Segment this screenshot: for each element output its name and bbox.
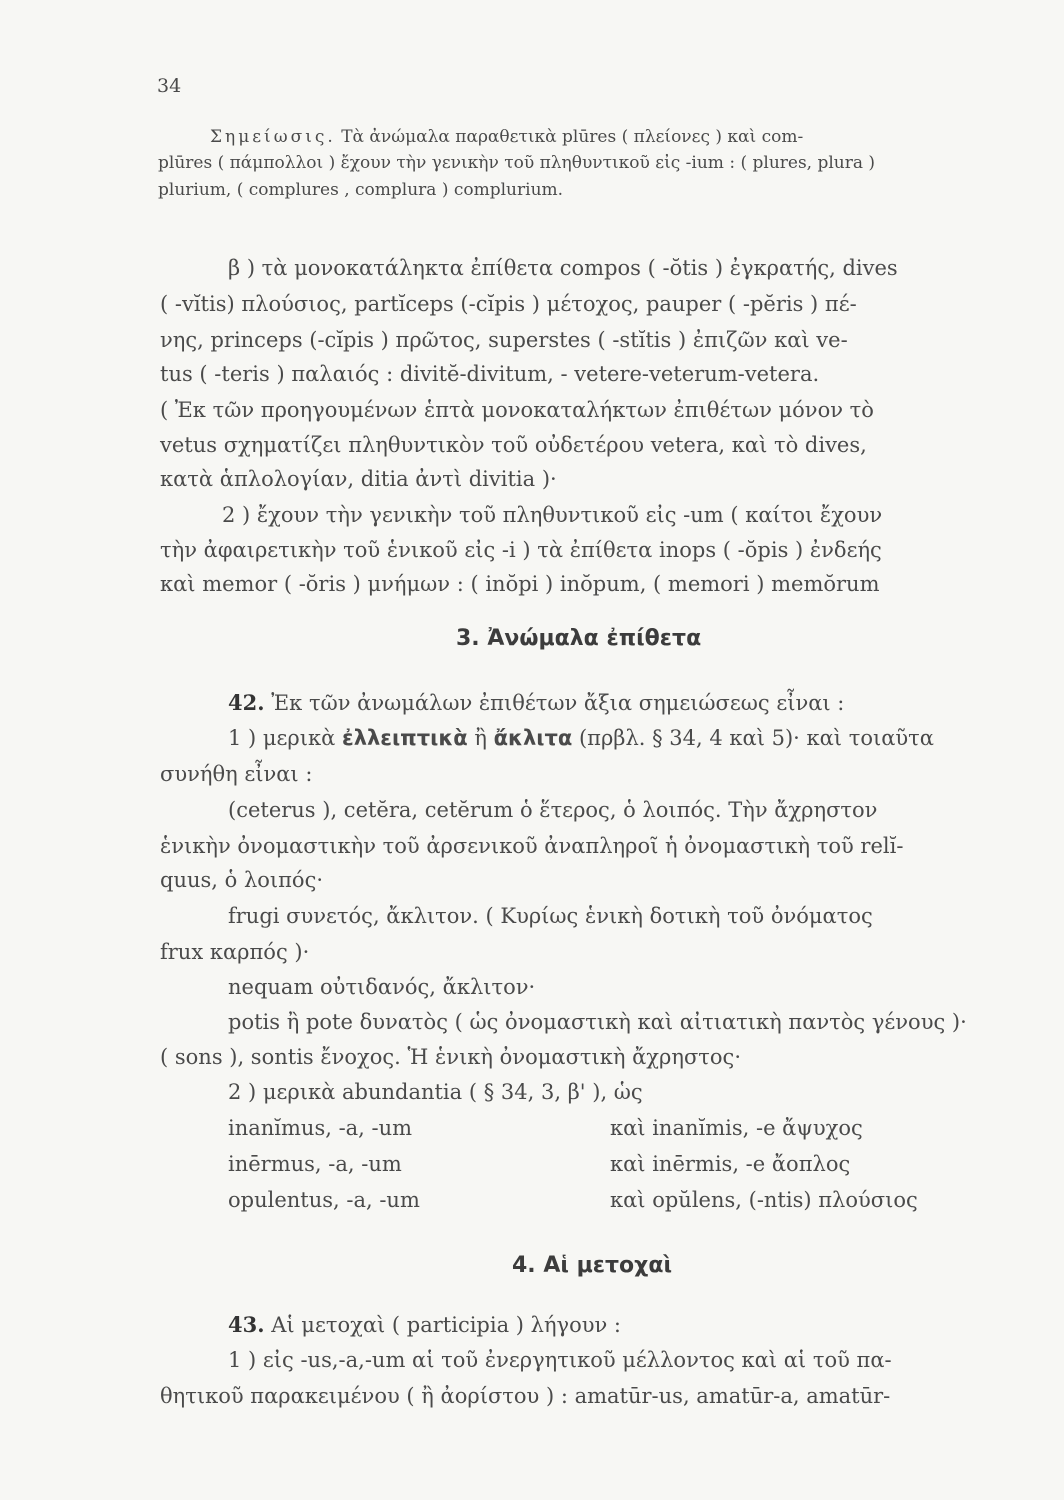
abundantia-right-2: καὶ inērmis, -e ἄοπλος (610, 1152, 851, 1176)
p42-line-7: frugi συνετός, ἄκλιτον. ( Κυρίως ἑνικὴ δοτικὴ τοῦ ὀνόματος (228, 904, 873, 928)
beta-line-6: vetus σχηματίζει πληθυντικὸν τοῦ οὐδετέρου vetera, καὶ τὸ dives, (160, 433, 867, 457)
abundantia-left-2: inērmus, -a, -um (228, 1152, 402, 1176)
abundantia-right-1: καὶ inanĭmis, -e ἄψυχος (610, 1116, 863, 1140)
p42-line-10: potis ἢ pote δυνατὸς ( ὡς ὀνομαστικὴ καὶ αἰτιατικὴ παντὸς γένους )· (228, 1010, 967, 1034)
p42-line-8: frux καρπός )· (160, 940, 310, 964)
p42-line-1 (228, 690, 844, 716)
beta-line-5: ( Ἐκ τῶν προηγουμένων ἑπτὰ μονοκαταλήκτων ἐπιθέτων μόνον τὸ (160, 398, 874, 422)
p42-bold-2: ἄκλιτα (493, 726, 573, 750)
beta-line-7: κατὰ ἁπλολογίαν, ditia ἀντὶ divitia )· (160, 467, 557, 491)
abundantia-left-3: opulentus, -a, -um (228, 1188, 420, 1212)
p42-line-3: συνήθη εἶναι : (160, 762, 313, 786)
p43-text-1: Αἱ μετοχαὶ ( participia ) λήγουν : (271, 1313, 622, 1337)
p42-line-5: ἑνικὴν ὀνομαστικὴν τοῦ ἀρσενικοῦ ἀναπληροῖ ἡ ὀνομαστικὴ τοῦ relĭ- (160, 834, 904, 858)
p42-text-2e: (πρβλ. § 34, 4 καὶ 5)· καὶ τοιαῦτα (572, 726, 934, 750)
p42-line-6: quus, ὁ λοιπός· (160, 868, 324, 892)
p42-text-2c: ἢ (467, 726, 494, 750)
beta-line-3: νης, princeps (-cĭpis ) πρῶτος, superstes ( -stĭtis ) ἐπιζῶν καὶ ve- (160, 328, 848, 352)
p42-number: 42. (228, 690, 265, 715)
beta-line-8: 2 ) ἔχουν τὴν γενικὴν τοῦ πληθυντικοῦ εἰς -um ( καίτοι ἔχουν (222, 503, 883, 527)
note-line-1 (210, 127, 803, 147)
section-heading-3: 3. Ἀνώμαλα ἐπίθετα (456, 626, 702, 651)
p42-line-2 (228, 726, 934, 751)
p42-line-9: nequam οὐτιδανός, ἄκλιτον· (228, 975, 536, 999)
beta-line-1: β ) τὰ μονοκατάληκτα ἐπίθετα compos ( -ŏtis ) ἐγκρατής, dives (228, 256, 898, 280)
note-line-3: plurium, ( complures , complura ) complurium. (158, 180, 564, 200)
p42-line-4: (ceterus ), cetĕra, cetĕrum ὁ ἕτερος, ὁ λοιπός. Τὴν ἄχρηστον (228, 798, 878, 822)
note-line-2: plūres ( πάμπολλοι ) ἔχουν τὴν γενικὴν τοῦ πληθυντικοῦ εἰς -ium : ( plures, plura ) (158, 153, 876, 173)
beta-line-9: τὴν ἀφαιρετικὴν τοῦ ἑνικοῦ εἰς -i ) τὰ ἐπίθετα inops ( -ŏpis ) ἐνδεής (160, 538, 882, 562)
p43-line-2: 1 ) εἰς -us,-a,-um αἱ τοῦ ἐνεργητικοῦ μέλλοντος καὶ αἱ τοῦ πα- (228, 1348, 892, 1372)
section-heading-4: 4. Αἱ μετοχαὶ (512, 1253, 673, 1278)
p43-number: 43. (228, 1312, 265, 1337)
page-number: 34 (157, 75, 182, 97)
p42-text-1: Ἐκ τῶν ἀνωμάλων ἐπιθέτων ἄξια σημειώσεως εἶναι : (271, 691, 845, 715)
p42-bold-1: ἐλλειπτικὰ (342, 726, 468, 750)
p42-line-12: 2 ) μερικὰ abundantia ( § 34, 3, β' ), ὡς (228, 1080, 643, 1104)
beta-line-2: ( -vĭtis) πλούσιος, partĭceps (-cĭpis ) μέτοχος, pauper ( -pĕris ) πέ- (160, 292, 857, 316)
p43-line-1 (228, 1312, 621, 1338)
beta-line-10: καὶ memor ( -ŏris ) μνήμων : ( inŏpi ) inŏpum, ( memori ) memŏrum (160, 572, 880, 596)
abundantia-right-3: καὶ opŭlens, (-ntis) πλούσιος (610, 1188, 918, 1212)
abundantia-left-1: inanĭmus, -a, -um (228, 1116, 413, 1140)
p42-line-11: ( sons ), sontis ἔνοχος. Ἡ ἑνικὴ ὀνομαστικὴ ἄχρηστος· (160, 1045, 741, 1069)
p43-line-3: θητικοῦ παρακειμένου ( ἢ ἀορίστου ) : amatūr-us, amatūr-a, amatūr- (160, 1384, 891, 1408)
note-text-1: Τὰ ἀνώμαλα παραθετικὰ plūres ( πλείονες ) καὶ com- (341, 127, 804, 147)
beta-line-4: tus ( -teris ) παλαιός : divitĕ-divitum, - vetere-veterum-vetera. (160, 362, 820, 386)
note-label: Σημείωσις. (210, 127, 336, 147)
p42-text-2a: 1 ) μερικὰ (228, 726, 342, 750)
